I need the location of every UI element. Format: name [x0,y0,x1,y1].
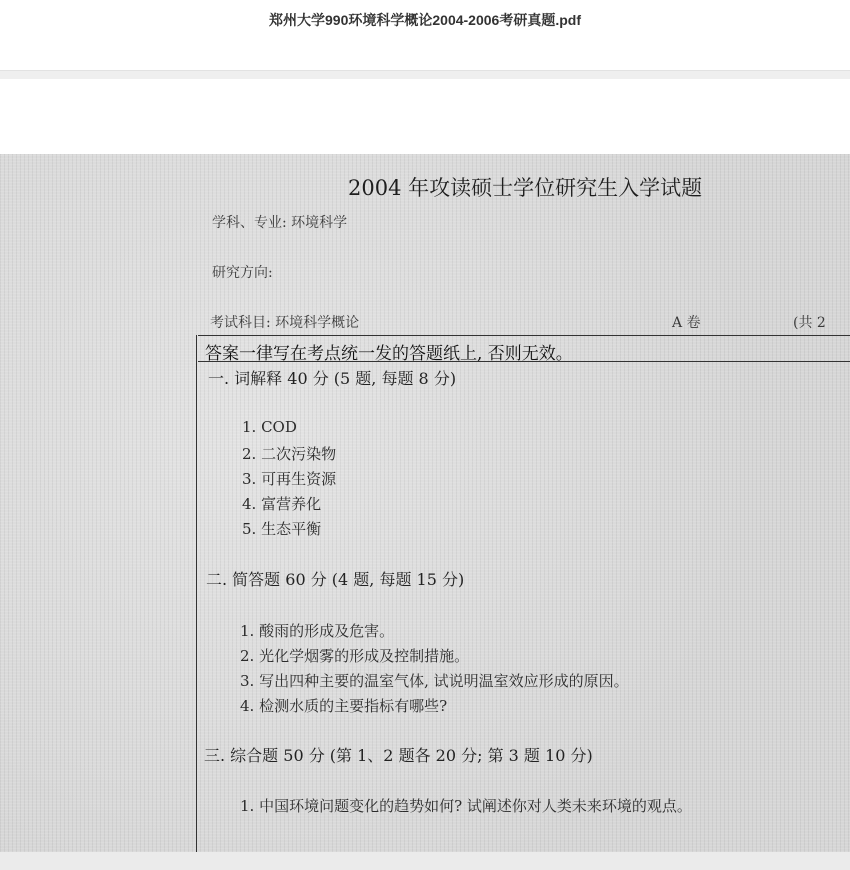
answer-box-left-border [196,335,197,852]
section-1-item: 1. COD [242,418,297,436]
document-title: 郑州大学990环境科学概论2004-2006考研真题.pdf [269,12,581,28]
answer-box-top-border [198,335,850,336]
answer-notice: 答案一律写在考点统一发的答题纸上, 否则无效。 [205,344,573,364]
exam-title: 2004 年攻读硕士学位研究生入学试题 [348,176,703,200]
viewer-header [0,0,850,70]
research-direction-line: 研究方向: [212,265,273,281]
section-1-item: 2. 二次污染物 [242,445,337,463]
viewer-bottom-bar [0,852,850,870]
section-1-item: 3. 可再生资源 [242,470,337,488]
page-top-margin [0,79,850,154]
scanned-exam-page[interactable] [0,154,850,852]
section-2-item: 1. 酸雨的形成及危害。 [240,622,395,640]
section-1-heading: 一. 词解释 40 分 (5 题, 每题 8 分) [208,369,457,388]
section-2-item: 4. 检测水质的主要指标有哪些? [240,697,448,715]
section-2-item: 2. 光化学烟雾的形成及控制措施。 [240,647,470,665]
section-1-item: 4. 富营养化 [242,495,322,513]
section-3-item: 1. 中国环境问题变化的趋势如何? 试阐述你对人类未来环境的观点。 [240,797,692,815]
header-separator [0,70,850,79]
section-2-heading: 二. 简答题 60 分 (4 题, 每题 15 分) [206,570,465,589]
page-count-note: (共 2 [793,315,826,331]
section-1-item: 5. 生态平衡 [242,520,322,538]
paper-volume-label: A 卷 [672,315,701,331]
section-2-item: 3. 写出四种主要的温室气体, 试说明温室效应形成的原因。 [240,672,629,690]
section-3-heading: 三. 综合题 50 分 (第 1、2 题各 20 分; 第 3 题 10 分) [204,746,593,765]
subject-line: 学科、专业: 环境科学 [212,215,348,231]
exam-course-line: 考试科目: 环境科学概论 [210,315,360,331]
